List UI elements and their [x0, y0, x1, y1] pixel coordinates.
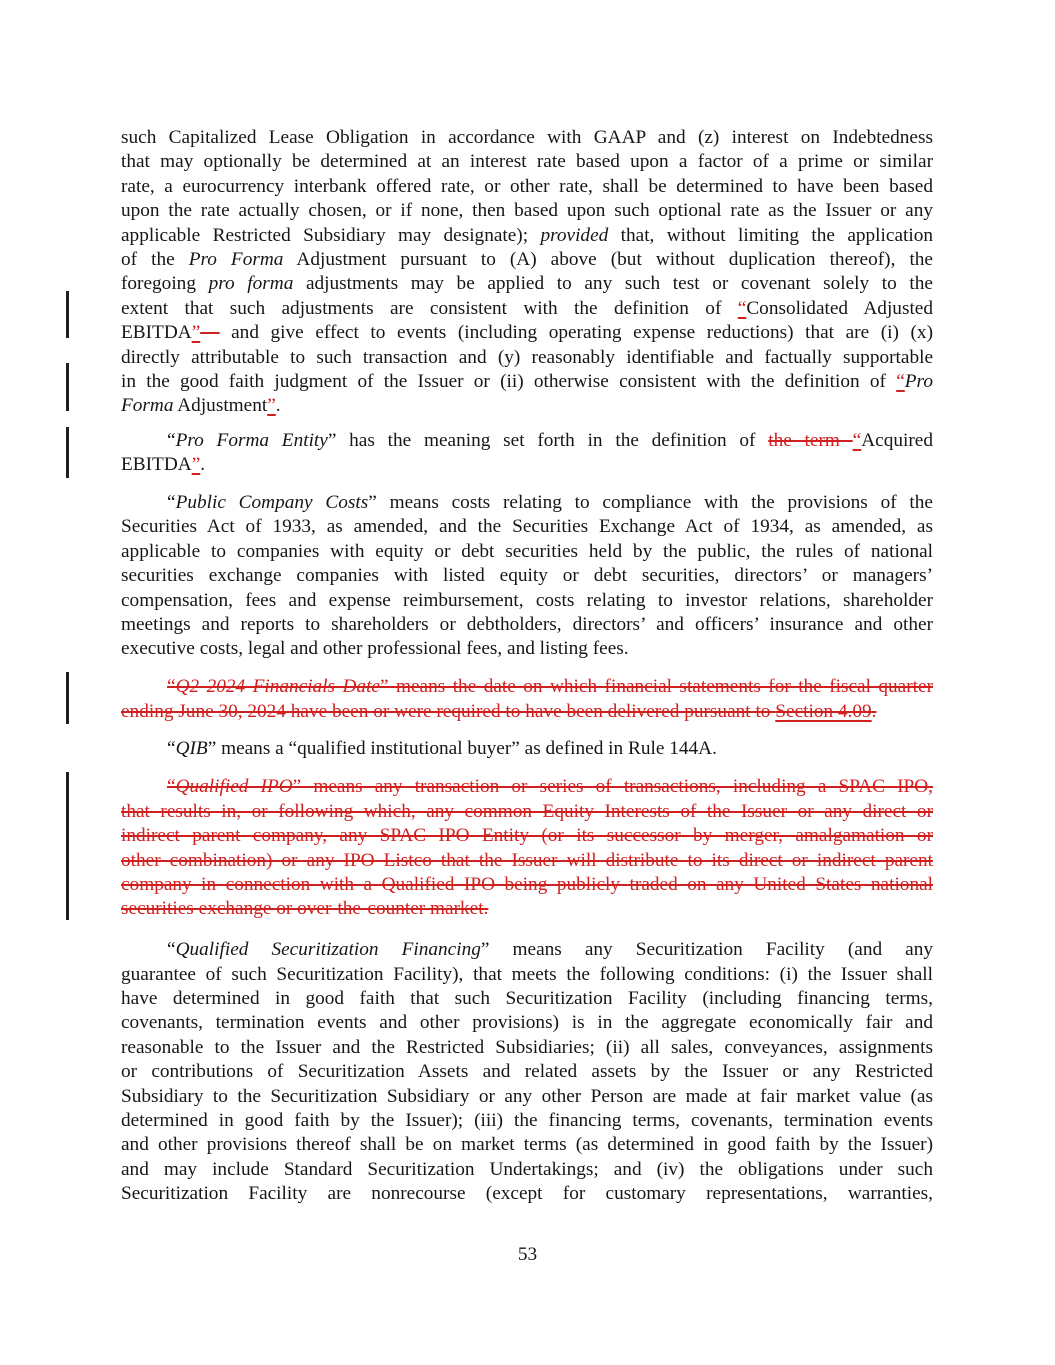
styled-run: securities exchange or over-the-counter market. — [121, 898, 489, 920]
styled-run: QIB — [175, 738, 208, 760]
styled-run: Forma — [121, 395, 174, 417]
text-run: determined in good faith by the Issuer); (iii) the financing terms, covenants, termination events — [121, 1109, 933, 1131]
text-run: “ — [167, 939, 176, 961]
text-run: applicable to companies with equity or debt securities held by the public, the rules of national — [121, 540, 933, 562]
styled-run: other combination) or any IPO Listco that the Issuer will distribute to its direct or indirect parent — [121, 849, 933, 871]
paragraph-q2-2024-financials-date-deleted — [121, 675, 933, 724]
text-line — [121, 1158, 933, 1182]
text-run: EBITDA — [121, 322, 192, 344]
styled-run: that results in, or following which, any common Equity Interests of the Issuer or any direct or — [121, 800, 933, 822]
text-run: Securitization Facility are nonrecourse (except for customary representations, warranties, — [121, 1183, 933, 1205]
text-run: ” has the meaning set forth in the definition of — [327, 429, 769, 451]
change-bar — [66, 672, 69, 724]
styled-run: “ — [737, 297, 747, 319]
text-line — [121, 126, 933, 150]
text-run: that may optionally be determined at an interest rate based upon a factor of a prime or similar — [121, 151, 933, 173]
text-line — [121, 175, 933, 199]
text-run: Adjustment — [173, 395, 268, 417]
text-run: ” means a “qualified institutional buyer” as defined in Rule 144A. — [207, 738, 717, 760]
text-line — [121, 1133, 933, 1157]
page-number: 53 — [517, 1244, 538, 1265]
text-run: extent that such adjustments are consistent with the definition of — [121, 297, 738, 319]
text-run: meetings and reports to shareholders or debtholders, directors’ and officers’ insurance and other — [121, 613, 933, 635]
styled-run: Pro Forma Entity — [175, 429, 328, 451]
styled-run: Section 4.09 — [775, 700, 872, 722]
text-line — [121, 491, 933, 515]
text-run: compensation, fees and expense reimbursement, costs relating to investor relations, shareholder — [121, 589, 933, 611]
text-line — [121, 613, 933, 637]
text-run: adjustments may be applied to any such test or covenant solely to the — [293, 273, 933, 295]
text-line — [121, 1011, 933, 1035]
text-line — [121, 700, 933, 724]
text-line — [121, 637, 933, 661]
text-line — [121, 272, 933, 296]
styled-run: “ — [167, 776, 176, 798]
text-run: in the good faith judgment of the Issuer or (ii) otherwise consistent with the definition of — [121, 370, 897, 392]
change-bar — [66, 291, 69, 338]
styled-run: ” means the date on which financial statements for the fiscal quarter — [379, 676, 933, 698]
text-run: Acquired — [861, 429, 933, 451]
paragraph-pro-forma-entity — [121, 429, 933, 478]
text-run: and other provisions thereof shall be on market terms (as determined in good faith by the Issuer) — [121, 1134, 933, 1156]
change-bar — [66, 363, 69, 411]
text-line — [121, 873, 933, 897]
text-run: “ — [167, 429, 176, 451]
text-run: “ — [167, 491, 176, 513]
text-run: such Capitalized Lease Obligation in accordance with GAAP and (z) interest on Indebtedness — [121, 127, 933, 148]
text-line — [121, 849, 933, 873]
text-run: and may include Standard Securitization Undertakings; and (iv) the obligations under such — [121, 1158, 933, 1180]
styled-run: ” — [267, 395, 276, 417]
styled-run: indirect parent company, any SPAC IPO Entity (or its successor by merger, amalgamation or — [121, 825, 933, 847]
text-line — [121, 824, 933, 848]
text-line — [121, 453, 933, 477]
styled-run: ” — [191, 322, 201, 344]
text-line — [121, 370, 933, 394]
styled-run: the term — [768, 429, 853, 451]
text-line — [121, 1036, 933, 1060]
text-line — [121, 737, 933, 761]
styled-run: company in connection with a Qualified IPO being publicly traded on any United States national — [121, 873, 933, 895]
styled-run: Pro — [904, 370, 933, 392]
text-run: EBITDA — [121, 454, 192, 476]
text-run: . — [200, 454, 206, 476]
styled-run: ending June 30, 2024 have been or were required to have been delivered pursuant to — [121, 700, 776, 722]
text-run: have determined in good faith that such Securitization Facility (including financing terms, — [121, 988, 933, 1009]
text-line — [121, 963, 933, 987]
text-line — [121, 1085, 933, 1109]
text-run: that, without limiting the application — [608, 224, 933, 246]
styled-run: ” — [191, 454, 201, 476]
styled-run: ” means any transaction or series of transactions, including a SPAC IPO, — [292, 776, 933, 798]
text-run: Consolidated Adjusted — [746, 297, 933, 319]
text-line — [121, 150, 933, 174]
text-line — [121, 589, 933, 613]
text-run: ” means any Securitization Facility (and any — [480, 939, 933, 961]
styled-run: “ — [852, 429, 862, 451]
text-line — [121, 224, 933, 248]
styled-run: Public Company Costs — [175, 491, 369, 513]
text-line — [121, 297, 933, 321]
text-run: “ — [167, 738, 176, 760]
text-run: Subsidiary to the Securitization Subsidiary or any other Person are made at fair market value (as — [121, 1085, 933, 1107]
text-line — [121, 515, 933, 539]
text-run: applicable Restricted Subsidiary may designate); — [121, 224, 541, 246]
paragraph-capitalized-lease-continuation — [121, 126, 933, 419]
text-run: foregoing — [121, 273, 209, 295]
text-line — [121, 800, 933, 824]
text-run: rate, a eurocurrency interbank offered rate, or other rate, shall be determined to have been based — [121, 175, 933, 197]
document-body — [121, 126, 933, 1207]
change-bar — [66, 772, 69, 920]
text-line — [121, 564, 933, 588]
text-run: . — [275, 395, 281, 417]
change-bar — [66, 427, 69, 478]
text-run: executive costs, legal and other professional fees, and listing fees. — [121, 638, 629, 660]
text-line — [121, 321, 933, 345]
styled-run: pro forma — [208, 273, 294, 295]
styled-run: — — [200, 322, 220, 344]
text-run: of the — [121, 248, 189, 270]
text-run: ” means costs relating to compliance with the provisions of the — [368, 491, 933, 513]
text-line — [121, 675, 933, 699]
text-run: upon the rate actually chosen, or if none, then based upon such optional rate as the Issuer or any — [121, 200, 933, 222]
text-run: Adjustment pursuant to (A) above (but without duplication thereof), the — [283, 248, 933, 270]
text-run: guarantee of such Securitization Facility), that meets the following conditions: (i) the Issuer shall — [121, 963, 933, 985]
text-run: or contributions of Securitization Assets and related assets by the Issuer or any Restricted — [121, 1061, 933, 1083]
styled-run: Pro Forma — [188, 248, 284, 270]
text-line — [121, 429, 933, 453]
text-run: reasonable to the Issuer and the Restricted Subsidiaries; (ii) all sales, conveyances, assignments — [121, 1036, 933, 1058]
text-line — [121, 775, 933, 799]
text-run: and give effect to events (including operating expense reductions) that are (i) (x) — [219, 322, 933, 344]
text-line — [121, 540, 933, 564]
text-line — [121, 938, 933, 962]
styled-run: Qualified Securitization Financing — [175, 939, 481, 961]
text-line — [121, 1182, 933, 1206]
paragraph-qib — [121, 737, 933, 761]
styled-run: “ — [896, 370, 905, 392]
text-run: directly attributable to such transaction and (y) reasonably identifiable and factually supportable — [121, 346, 933, 368]
text-line — [121, 1109, 933, 1133]
text-line — [121, 199, 933, 223]
paragraph-public-company-costs — [121, 491, 933, 662]
styled-run: “ — [167, 676, 176, 698]
paragraph-qualified-ipo-deleted — [121, 775, 933, 921]
styled-run: . — [871, 700, 877, 722]
styled-run: provided — [540, 224, 609, 246]
text-run: securities exchange companies with listed equity or debt securities, directors’ or managers’ — [121, 565, 933, 587]
text-line — [121, 394, 933, 418]
text-run: Securities Act of 1933, as amended, and the Securities Exchange Act of 1934, as amended, as — [121, 516, 933, 538]
text-line — [121, 1060, 933, 1084]
text-line — [121, 987, 933, 1011]
text-line — [121, 248, 933, 272]
text-line — [121, 346, 933, 370]
paragraph-qualified-securitization-financing — [121, 938, 933, 1206]
text-line — [121, 897, 933, 921]
text-run: covenants, termination events and other provisions) is in the aggregate economically fair and — [121, 1012, 933, 1034]
styled-run: Q2 2024 Financials Date — [175, 676, 380, 698]
styled-run: Qualified IPO — [175, 776, 293, 798]
